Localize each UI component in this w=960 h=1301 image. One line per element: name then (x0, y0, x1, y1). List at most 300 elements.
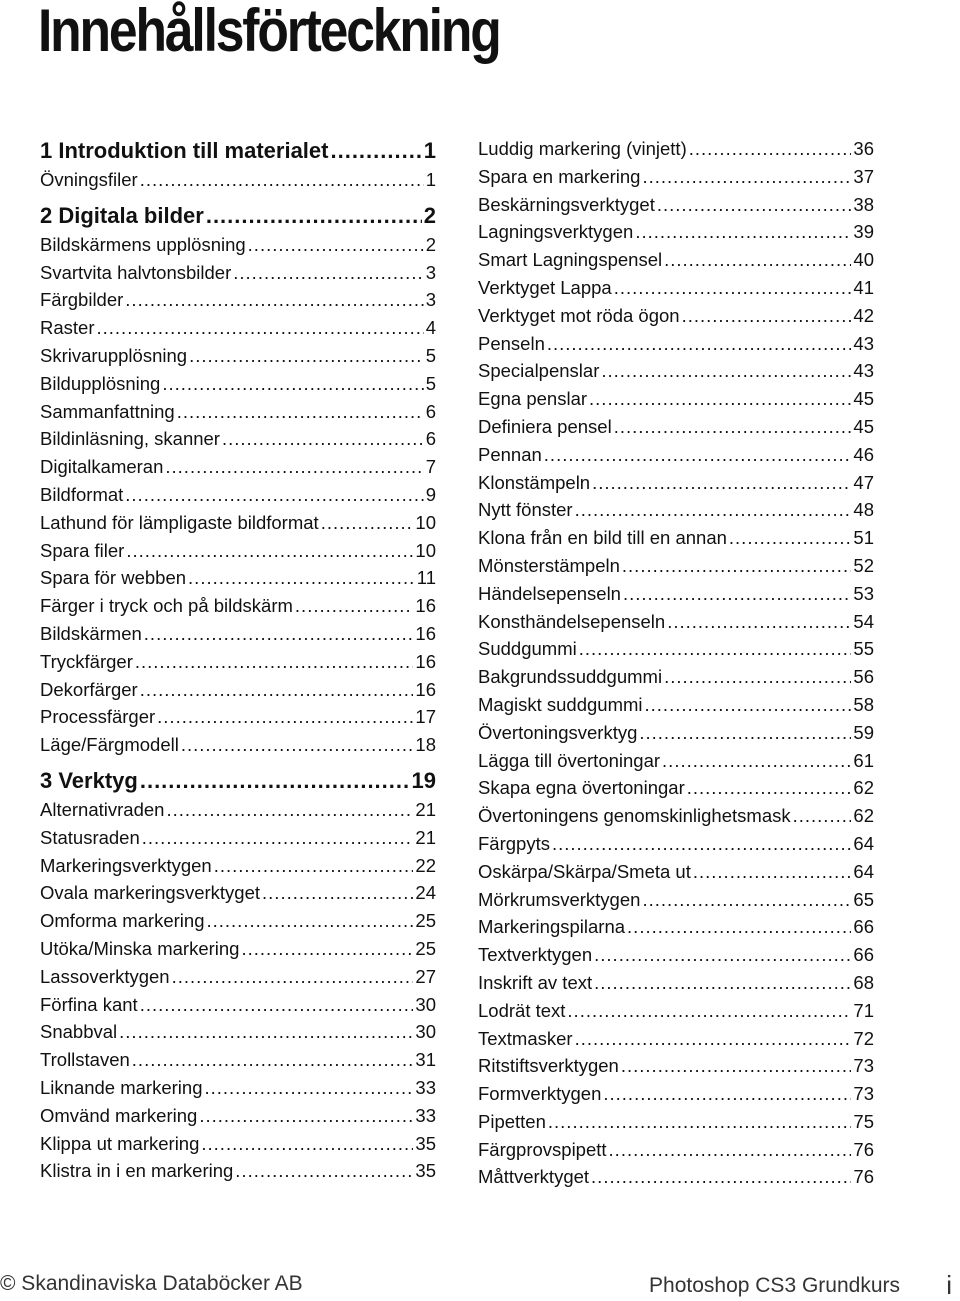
toc-entry-label: Färgbilder (40, 289, 124, 311)
toc-entry-page: 66 (853, 916, 874, 938)
toc-leader-dots (140, 768, 410, 794)
toc-entry-page: 16 (415, 622, 436, 644)
toc-entry-label: Processfärger (40, 706, 156, 728)
toc-entry (478, 889, 874, 917)
toc-entry (40, 169, 436, 197)
toc-leader-dots (575, 499, 852, 521)
toc-entry-page: 51 (853, 527, 874, 549)
toc-entry-label: Ritstiftsverktygen (478, 1055, 619, 1077)
toc-entry-label: Färgprovspipett (478, 1138, 607, 1160)
toc-entry-label: Bakgrundssuddgummi (478, 666, 663, 688)
toc-entry (40, 623, 436, 651)
toc-entry-label: Textmasker (478, 1027, 573, 1049)
toc-entry (478, 138, 874, 166)
toc-entry-label: Omvänd markering (40, 1104, 198, 1126)
toc-entry (478, 444, 874, 472)
toc-entry-label: Oskärpa/Skärpa/Smeta ut (478, 860, 691, 882)
toc-entry-page: 58 (853, 693, 874, 715)
toc-leader-dots (330, 138, 421, 164)
toc-entry (478, 1055, 874, 1083)
toc-entry-label: Skrivarupplösning (40, 344, 188, 366)
toc-leader-dots (140, 169, 424, 191)
toc-entry (478, 194, 874, 222)
toc-entry (478, 694, 874, 722)
toc-entry-page: 37 (853, 165, 874, 187)
toc-entry (478, 1111, 874, 1139)
toc-entry-page: 64 (853, 860, 874, 882)
footer-copyright: © Skandinaviska Databöcker AB (0, 1272, 303, 1295)
toc-entry-label: Definiera pensel (478, 415, 612, 437)
toc-entry (40, 734, 436, 762)
toc-entry-label: Spara en markering (478, 165, 641, 187)
toc-entry (40, 938, 436, 966)
toc-leader-dots (135, 651, 414, 673)
toc-entry-label: Händelsepenseln (478, 582, 621, 604)
toc-entry (478, 277, 874, 305)
toc-entry-page: 73 (853, 1055, 874, 1077)
toc-leader-dots (233, 262, 423, 284)
toc-entry-page: 30 (415, 993, 436, 1015)
toc-entry-label: Markeringsverktygen (40, 854, 212, 876)
toc-entry (40, 428, 436, 456)
toc-entry-page: 55 (853, 638, 874, 660)
toc-entry-page: 11 (416, 567, 436, 589)
toc-entry-label: Lägga till övertoningar (478, 749, 661, 771)
toc-leader-dots (667, 611, 851, 633)
toc-entry (478, 916, 874, 944)
toc-leader-dots (547, 333, 852, 355)
toc-entry (478, 305, 874, 333)
toc-entry-page: 72 (853, 1027, 874, 1049)
toc-entry-label: Alternativraden (40, 798, 165, 820)
toc-entry-page: 1 (425, 169, 436, 190)
toc-leader-dots (177, 401, 424, 423)
toc-entry-page: 22 (415, 854, 436, 876)
toc-entry (40, 827, 436, 855)
toc-entry-page: 42 (853, 304, 874, 326)
toc-entry (478, 777, 874, 805)
toc-leader-dots (601, 360, 851, 382)
toc-entry (40, 289, 436, 317)
toc-entry-label: Egna penslar (478, 388, 588, 410)
toc-leader-dots (295, 595, 414, 617)
toc-entry-label: Klippa ut markering (40, 1132, 200, 1154)
toc-entry-page: 59 (853, 721, 874, 743)
toc-entry-page: 62 (853, 777, 874, 799)
toc-entry-label: Spara för webben (40, 567, 187, 589)
toc-entry-page: 35 (415, 1132, 436, 1154)
toc-entry-page: 45 (853, 415, 874, 437)
toc-leader-dots (97, 317, 424, 339)
toc-entry-label: Snabbval (40, 1021, 118, 1043)
toc-entry-label: Skapa egna övertoningar (478, 777, 685, 799)
toc-entry-label: Inskrift av text (478, 971, 593, 993)
toc-entry-page: 21 (415, 826, 436, 848)
toc-entry (478, 861, 874, 889)
toc-entry (478, 1166, 874, 1194)
toc-entry (478, 833, 874, 861)
toc-leader-dots (642, 166, 851, 188)
toc-entry-label: Dekorfärger (40, 678, 138, 700)
toc-entry (40, 882, 436, 910)
toc-entry-label: Specialpenslar (478, 360, 600, 382)
toc-chapter-heading (40, 138, 436, 169)
toc-entry-label: Bildupplösning (40, 372, 161, 394)
toc-entry-page: 75 (853, 1110, 874, 1132)
toc-entry-label: Utöka/Minska markering (40, 937, 240, 959)
toc-entry-page: 5 (425, 372, 436, 394)
toc-entry (478, 416, 874, 444)
toc-entry-label: Liknande markering (40, 1076, 203, 1098)
toc-entry (40, 1105, 436, 1133)
toc-entry (40, 651, 436, 679)
toc-entry-page: 31 (415, 1049, 436, 1071)
toc-entry (40, 373, 436, 401)
toc-leader-dots (189, 345, 424, 367)
toc-entry-page: 30 (415, 1021, 436, 1043)
toc-entry (478, 1000, 874, 1028)
toc-leader-dots (248, 234, 424, 256)
toc-entry-label: Svartvita halvtonsbilder (40, 261, 232, 283)
toc-entry-page: 6 (425, 428, 436, 450)
toc-leader-dots (614, 277, 852, 299)
toc-entry-page: 43 (853, 360, 874, 382)
toc-entry (40, 994, 436, 1022)
toc-entry-page: 19 (411, 767, 436, 793)
toc-leader-dots (548, 1111, 852, 1133)
toc-entry-page: 52 (853, 554, 874, 576)
toc-entry-label: Klona från en bild till en annan (478, 527, 727, 549)
toc-entry-label: Måttverktyget (478, 1166, 590, 1188)
toc-entry (40, 679, 436, 707)
toc-entry (478, 221, 874, 249)
toc-entry-label: Klonstämpeln (478, 471, 591, 493)
toc-entry (40, 401, 436, 429)
toc-leader-dots (188, 567, 415, 589)
toc-entry (478, 555, 874, 583)
toc-column-right (478, 138, 874, 1194)
toc-entry-page: 21 (415, 798, 436, 820)
toc-leader-dots (235, 1160, 413, 1182)
toc-entry-page: 76 (853, 1138, 874, 1160)
toc-entry (40, 540, 436, 568)
toc-entry (40, 595, 436, 623)
toc-leader-dots (594, 972, 851, 994)
toc-entry-page: 35 (415, 1160, 436, 1182)
toc-entry-label: Verktyget mot röda ögon (478, 304, 680, 326)
toc-entry-page: 39 (853, 221, 874, 243)
toc-entry-label: 3 Verktyg (40, 767, 138, 793)
toc-entry-label: Formverktygen (478, 1083, 602, 1105)
toc-entry-page: 17 (415, 706, 436, 728)
toc-entry (478, 388, 874, 416)
toc-entry (478, 527, 874, 555)
toc-entry (40, 855, 436, 883)
toc-entry-label: Markeringspilarna (478, 916, 626, 938)
toc-leader-dots (609, 1139, 852, 1161)
toc-leader-dots (623, 583, 851, 605)
toc-entry-label: Nytt fönster (478, 499, 573, 521)
toc-entry-page: 33 (415, 1076, 436, 1098)
toc-leader-dots (157, 706, 413, 728)
toc-entry-label: Konsthändelsepenseln (478, 610, 666, 632)
toc-entry-page: 56 (853, 666, 874, 688)
toc-leader-dots (662, 750, 851, 772)
toc-leader-dots (201, 1133, 413, 1155)
toc-entry-label: Övertoningens genomskinlighetsmask (478, 805, 791, 827)
toc-leader-dots (592, 472, 851, 494)
toc-leader-dots (664, 666, 851, 688)
toc-leader-dots (793, 805, 852, 827)
toc-entry-page: 46 (853, 443, 874, 465)
toc-leader-dots (206, 203, 422, 229)
toc-leader-dots (132, 1049, 414, 1071)
toc-entry-page: 4 (425, 317, 436, 339)
toc-leader-dots (729, 527, 852, 549)
toc-entry-page: 38 (853, 193, 874, 215)
toc-entry-label: Pennan (478, 443, 542, 465)
toc-entry-page: 68 (853, 971, 874, 993)
toc-entry-label: Raster (40, 317, 95, 339)
toc-entry (478, 638, 874, 666)
toc-entry-page: 25 (415, 910, 436, 932)
toc-entry (40, 706, 436, 734)
toc-leader-dots (645, 694, 852, 716)
toc-leader-dots (140, 994, 414, 1016)
toc-entry-page: 54 (853, 610, 874, 632)
toc-entry-page: 48 (853, 499, 874, 521)
toc-entry-label: Läge/Färgmodell (40, 734, 179, 756)
toc-entry-label: Suddgummi (478, 638, 577, 660)
toc-leader-dots (166, 799, 413, 821)
toc-entry (40, 512, 436, 540)
toc-leader-dots (689, 138, 852, 160)
toc-entry-label: Omforma markering (40, 910, 205, 932)
toc-chapter-heading (40, 768, 436, 799)
toc-entry (40, 484, 436, 512)
toc-leader-dots (642, 889, 851, 911)
toc-leader-dots (126, 540, 413, 562)
toc-entry-label: Bildskärmens upplösning (40, 233, 246, 255)
toc-entry-page: 1 (423, 138, 436, 163)
toc-leader-dots (119, 1021, 413, 1043)
toc-entry (40, 567, 436, 595)
toc-entry-page: 27 (415, 965, 436, 987)
toc-leader-dots (144, 623, 414, 645)
toc-entry-label: Mönsterstämpeln (478, 554, 620, 576)
toc-leader-dots (621, 1055, 852, 1077)
toc-entry-label: 1 Introduktion till materialet (40, 138, 329, 163)
toc-entry-label: Ovala markeringsverktyget (40, 882, 261, 904)
toc-entry-page: 16 (415, 678, 436, 700)
toc-leader-dots (199, 1105, 413, 1127)
toc-entry-page: 62 (853, 805, 874, 827)
toc-entry-label: Digitalkameran (40, 456, 164, 478)
toc-leader-dots (241, 938, 413, 960)
toc-entry-page: 2 (423, 202, 436, 228)
toc-leader-dots (222, 428, 424, 450)
toc-entry-label: Smart Lagningspensel (478, 249, 663, 271)
toc-leader-dots (589, 388, 851, 410)
toc-leader-dots (614, 416, 852, 438)
footer-page-number: i (946, 1270, 952, 1300)
toc-entry (40, 966, 436, 994)
toc-entry-page: 3 (425, 261, 436, 283)
toc-entry-page: 33 (415, 1104, 436, 1126)
toc-leader-dots (603, 1083, 851, 1105)
toc-leader-dots (172, 966, 414, 988)
toc-entry-label: Övningsfiler (40, 169, 138, 190)
toc-leader-dots (635, 221, 851, 243)
toc-entry-page: 65 (853, 888, 874, 910)
toc-entry-label: Sammanfattning (40, 400, 175, 422)
toc-entry-page: 9 (425, 483, 436, 505)
toc-chapter-heading (40, 203, 436, 234)
toc-leader-dots (687, 777, 852, 799)
toc-leader-dots (627, 916, 851, 938)
toc-entry (40, 1077, 436, 1105)
toc-entry (478, 972, 874, 1000)
toc-entry-page: 10 (415, 539, 436, 561)
toc-entry-page: 7 (425, 456, 436, 478)
toc-leader-dots (125, 289, 423, 311)
toc-leader-dots (162, 373, 423, 395)
toc-leader-dots (125, 484, 423, 506)
toc-entry (40, 262, 436, 290)
toc-entry-label: Penseln (478, 332, 545, 354)
toc-entry-page: 76 (853, 1166, 874, 1188)
toc-leader-dots (693, 861, 852, 883)
toc-leader-dots (622, 555, 852, 577)
toc-entry-page: 18 (415, 734, 436, 756)
toc-entry (40, 1160, 436, 1188)
toc-entry-label: Statusraden (40, 826, 140, 848)
toc-leader-dots (664, 249, 851, 271)
toc-entry-label: Textverktygen (478, 944, 593, 966)
toc-entry-page: 24 (415, 882, 436, 904)
toc-leader-dots (140, 679, 414, 701)
toc-entry-page: 73 (853, 1083, 874, 1105)
toc-leader-dots (567, 1000, 851, 1022)
footer-book-title: Photoshop CS3 Grundkurs (649, 1274, 900, 1297)
toc-entry (478, 249, 874, 277)
toc-entry (478, 1139, 874, 1167)
toc-leader-dots (575, 1028, 852, 1050)
toc-entry-page: 53 (853, 582, 874, 604)
toc-leader-dots (544, 444, 852, 466)
toc-entry-page: 3 (425, 289, 436, 311)
toc-entry-page: 64 (853, 832, 874, 854)
toc-leader-dots (165, 456, 423, 478)
toc-leader-dots (594, 944, 851, 966)
toc-entry (40, 234, 436, 262)
toc-entry-label: Mörkrumsverktygen (478, 888, 641, 910)
toc-entry-label: Förfina kant (40, 993, 138, 1015)
toc-column-left (40, 138, 436, 1188)
toc-entry-label: Bildinläsning, skanner (40, 428, 220, 450)
toc-leader-dots (214, 855, 414, 877)
toc-leader-dots (657, 194, 852, 216)
toc-entry-page: 16 (415, 595, 436, 617)
toc-leader-dots (142, 827, 414, 849)
toc-entry (478, 333, 874, 361)
toc-entry-page: 47 (853, 471, 874, 493)
toc-entry-label: Luddig markering (vinjett) (478, 138, 687, 159)
toc-entry-label: Pipetten (478, 1110, 546, 1132)
page-title: Innehållsförteckning (38, 0, 500, 64)
toc-entry (478, 805, 874, 833)
toc-entry (40, 799, 436, 827)
toc-entry-label: Lassoverktygen (40, 965, 170, 987)
toc-entry-page: 43 (853, 332, 874, 354)
toc-entry-page: 16 (415, 650, 436, 672)
toc-entry (478, 166, 874, 194)
toc-entry (40, 1133, 436, 1161)
toc-entry-label: Bildskärmen (40, 622, 142, 644)
toc-entry-page: 5 (425, 344, 436, 366)
toc-entry (478, 360, 874, 388)
toc-leader-dots (262, 882, 413, 904)
toc-entry (40, 345, 436, 373)
toc-entry-label: Övertoningsverktyg (478, 721, 638, 743)
toc-entry-label: Trollstaven (40, 1049, 130, 1071)
toc-entry-label: Lagningsverktygen (478, 221, 634, 243)
toc-entry (478, 499, 874, 527)
toc-entry-page: 10 (415, 511, 436, 533)
toc-entry-page: 66 (853, 944, 874, 966)
toc-leader-dots (682, 305, 852, 327)
toc-entry-label: Magiskt suddgummi (478, 693, 643, 715)
toc-entry (40, 1049, 436, 1077)
toc-entry (40, 1021, 436, 1049)
toc-entry-page: 45 (853, 388, 874, 410)
toc-entry (478, 611, 874, 639)
toc-leader-dots (181, 734, 414, 756)
toc-entry (40, 910, 436, 938)
toc-entry (478, 722, 874, 750)
toc-entry-label: Färger i tryck och på bildskärm (40, 595, 293, 617)
toc-entry (478, 750, 874, 778)
toc-entry-page: 41 (853, 276, 874, 298)
toc-entry-label: Spara filer (40, 539, 125, 561)
toc-entry-label: Bildformat (40, 483, 124, 505)
toc-entry-label: Klistra in i en markering (40, 1160, 234, 1182)
toc-entry (478, 944, 874, 972)
toc-leader-dots (321, 512, 414, 534)
toc-entry-page: 2 (425, 233, 436, 255)
toc-leader-dots (639, 722, 851, 744)
toc-leader-dots (552, 833, 851, 855)
toc-entry (478, 1083, 874, 1111)
toc-entry (478, 472, 874, 500)
toc-entry-label: Lathund för lämpligaste bildformat (40, 511, 319, 533)
toc-entry-page: 25 (415, 937, 436, 959)
toc-entry-label: Beskärningsverktyget (478, 193, 655, 215)
toc-leader-dots (206, 910, 413, 932)
toc-entry (40, 317, 436, 345)
toc-entry-label: Färgpyts (478, 832, 550, 854)
toc-entry (478, 666, 874, 694)
toc-leader-dots (579, 638, 852, 660)
toc-leader-dots (204, 1077, 413, 1099)
toc-entry-label: Lodrät text (478, 999, 566, 1021)
toc-entry-label: Tryckfärger (40, 650, 133, 672)
toc-entry (478, 583, 874, 611)
toc-entry (40, 456, 436, 484)
toc-entry-page: 6 (425, 400, 436, 422)
toc-entry-label: 2 Digitala bilder (40, 202, 204, 228)
toc-entry-page: 36 (853, 138, 874, 159)
